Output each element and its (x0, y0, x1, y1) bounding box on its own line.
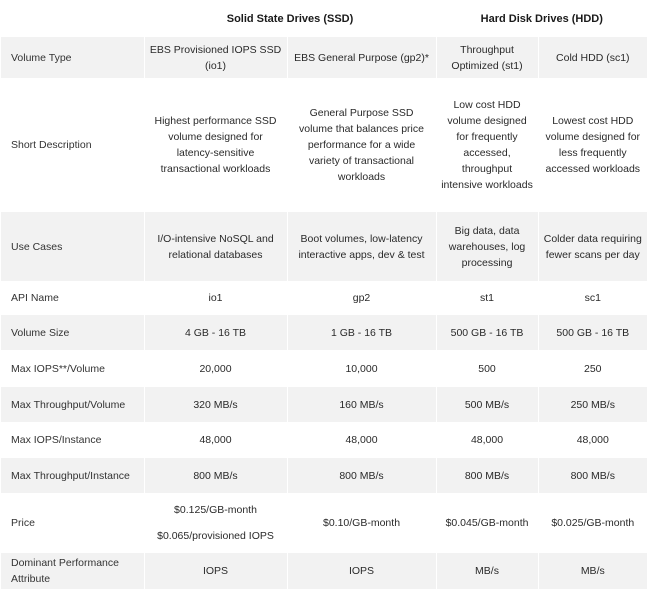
cell-sc1: 800 MB/s (538, 458, 647, 493)
cell-st1: $0.045/GB-month (436, 493, 538, 553)
cell-io1: IOPS (144, 553, 287, 589)
cell-gp2: IOPS (287, 553, 436, 589)
cell-io1: 4 GB - 16 TB (144, 315, 287, 350)
table-row-price (1, 493, 647, 553)
cell-sc1: MB/s (538, 553, 647, 589)
cell-io1: 20,000 (144, 350, 287, 387)
cell-sc1: 250 MB/s (538, 387, 647, 422)
table-row-max-iops-instance (1, 422, 647, 458)
cell-io1: Highest performance SSD volume designed for latency-sensitive transactional workloads (144, 78, 287, 212)
cell-sc1: 250 (538, 350, 647, 387)
price-spacer (149, 518, 283, 528)
cell-gp2: General Purpose SSD volume that balances price performance for a wide variety of transactional workloads (287, 78, 436, 212)
price-per-iops: $0.065/provisioned IOPS (157, 530, 274, 542)
cell-sc1: Colder data requiring fewer scans per day (538, 212, 647, 281)
row-label: Volume Type (1, 37, 144, 78)
cell-st1: Low cost HDD volume designed for frequently accessed, throughput intensive workloads (436, 78, 538, 212)
cell-io1 (144, 493, 287, 553)
row-label: Max IOPS**/Volume (1, 350, 144, 387)
row-label: Volume Size (1, 315, 144, 350)
cell-io1: 800 MB/s (144, 458, 287, 493)
row-label: Max Throughput/Volume (1, 387, 144, 422)
row-label: Short Description (1, 78, 144, 212)
cell-io1: EBS Provisioned IOPS SSD (io1) (144, 37, 287, 78)
cell-st1: Big data, data warehouses, log processing (436, 212, 538, 281)
cell-st1: st1 (436, 281, 538, 315)
cell-gp2: 800 MB/s (287, 458, 436, 493)
cell-io1: io1 (144, 281, 287, 315)
cell-gp2: 48,000 (287, 422, 436, 458)
cell-gp2: Boot volumes, low-latency interactive apps, dev & test (287, 212, 436, 281)
price-per-gb: $0.125/GB-month (174, 504, 257, 516)
ebs-volume-comparison-table (1, 0, 647, 589)
cell-gp2: $0.10/GB-month (287, 493, 436, 553)
cell-st1: 48,000 (436, 422, 538, 458)
row-label: API Name (1, 281, 144, 315)
cell-sc1: Cold HDD (sc1) (538, 37, 647, 78)
table-row-volume-size (1, 315, 647, 350)
cell-gp2: EBS General Purpose (gp2)* (287, 37, 436, 78)
table-row-max-throughput-instance (1, 458, 647, 493)
header-ssd-group: Solid State Drives (SSD) (144, 0, 436, 37)
cell-io1: 320 MB/s (144, 387, 287, 422)
cell-sc1: $0.025/GB-month (538, 493, 647, 553)
cell-sc1: 500 GB - 16 TB (538, 315, 647, 350)
cell-gp2: 160 MB/s (287, 387, 436, 422)
row-label: Use Cases (1, 212, 144, 281)
cell-sc1: sc1 (538, 281, 647, 315)
row-label: Max IOPS/Instance (1, 422, 144, 458)
cell-st1: 800 MB/s (436, 458, 538, 493)
row-label: Dominant Performance Attribute (1, 553, 144, 589)
table-row-use-cases (1, 212, 647, 281)
cell-st1: Throughput Optimized (st1) (436, 37, 538, 78)
cell-st1: 500 GB - 16 TB (436, 315, 538, 350)
cell-st1: 500 (436, 350, 538, 387)
table-row-api-name (1, 281, 647, 315)
row-label: Max Throughput/Instance (1, 458, 144, 493)
header-blank-cell (1, 0, 144, 37)
header-hdd-group: Hard Disk Drives (HDD) (436, 0, 647, 37)
cell-gp2: gp2 (287, 281, 436, 315)
table-row-max-iops-volume (1, 350, 647, 387)
cell-st1: MB/s (436, 553, 538, 589)
cell-gp2: 1 GB - 16 TB (287, 315, 436, 350)
cell-sc1: Lowest cost HDD volume designed for less frequently accessed workloads (538, 78, 647, 212)
table-row-dominant-performance (1, 553, 647, 589)
row-label: Price (1, 493, 144, 553)
table-header (1, 0, 647, 37)
cell-sc1: 48,000 (538, 422, 647, 458)
cell-gp2: 10,000 (287, 350, 436, 387)
cell-io1: I/O-intensive NoSQL and relational databases (144, 212, 287, 281)
table-row-max-throughput-volume (1, 387, 647, 422)
header-row (1, 0, 647, 37)
table-row-volume-type (1, 37, 647, 78)
table-body (1, 37, 647, 589)
table-row-short-description (1, 78, 647, 212)
cell-io1: 48,000 (144, 422, 287, 458)
cell-st1: 500 MB/s (436, 387, 538, 422)
